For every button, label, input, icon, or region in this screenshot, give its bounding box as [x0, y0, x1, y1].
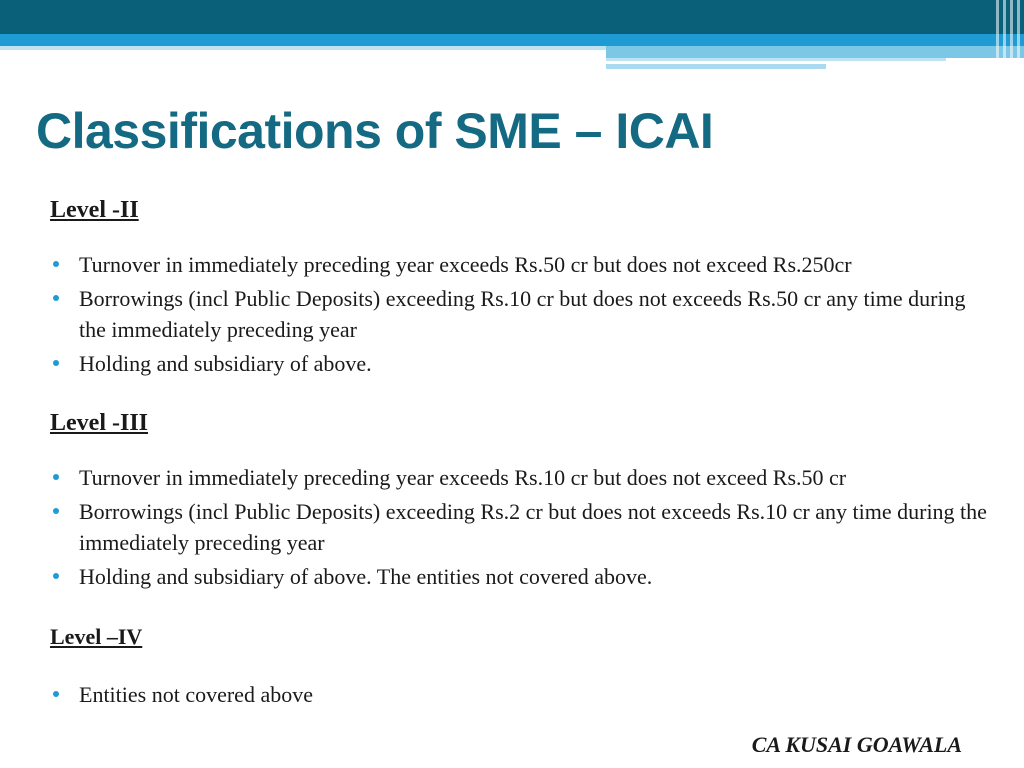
list-item [50, 462, 990, 493]
list-item-text: Borrowings (incl Public Deposits) exceeding Rs.2 cr but does not exceeds Rs.10 cr any time during the immediately preceding year [79, 499, 987, 555]
slide-title: Classifications of SME – ICAI [36, 103, 714, 159]
list-item-text: Turnover in immediately preceding year exceeds Rs.10 cr but does not exceed Rs.50 cr [79, 465, 847, 490]
list-item [50, 348, 990, 379]
bullet-icon [53, 360, 59, 366]
bullet-list-level-2 [50, 249, 990, 382]
list-item [50, 496, 990, 558]
header-band-light-right [606, 46, 1024, 58]
bullet-icon [53, 261, 59, 267]
bullet-icon [53, 474, 59, 480]
list-item [50, 249, 990, 280]
header-band-light-left [0, 46, 606, 50]
bullet-list-level-3 [50, 462, 990, 595]
header-stripes [994, 0, 1024, 70]
header-band-dark [0, 0, 1024, 34]
list-item [50, 561, 990, 592]
header-line [606, 58, 946, 61]
list-item-text: Turnover in immediately preceding year exceeds Rs.50 cr but does not exceed Rs.250cr [79, 252, 852, 277]
header-line [606, 64, 826, 69]
bullet-icon [53, 573, 59, 579]
list-item-text: Entities not covered above [79, 682, 313, 707]
section-heading-level-2: Level -II [50, 197, 139, 223]
section-heading-level-3: Level -III [50, 410, 148, 436]
list-item [50, 283, 990, 345]
list-item-text: Holding and subsidiary of above. The entities not covered above. [79, 564, 653, 589]
bullet-icon [53, 295, 59, 301]
header-band-mid [0, 34, 1024, 46]
list-item [50, 679, 990, 710]
bullet-icon [53, 691, 59, 697]
bullet-icon [53, 508, 59, 514]
list-item-text: Holding and subsidiary of above. [79, 351, 372, 376]
section-heading-level-4: Level –IV [50, 624, 143, 649]
list-item-text: Borrowings (incl Public Deposits) exceeding Rs.10 cr but does not exceeds Rs.50 cr any time during the immediately preceding year [79, 286, 966, 342]
bullet-list-level-4 [50, 679, 990, 713]
footer-author: CA KUSAI GOAWALA [751, 732, 962, 757]
